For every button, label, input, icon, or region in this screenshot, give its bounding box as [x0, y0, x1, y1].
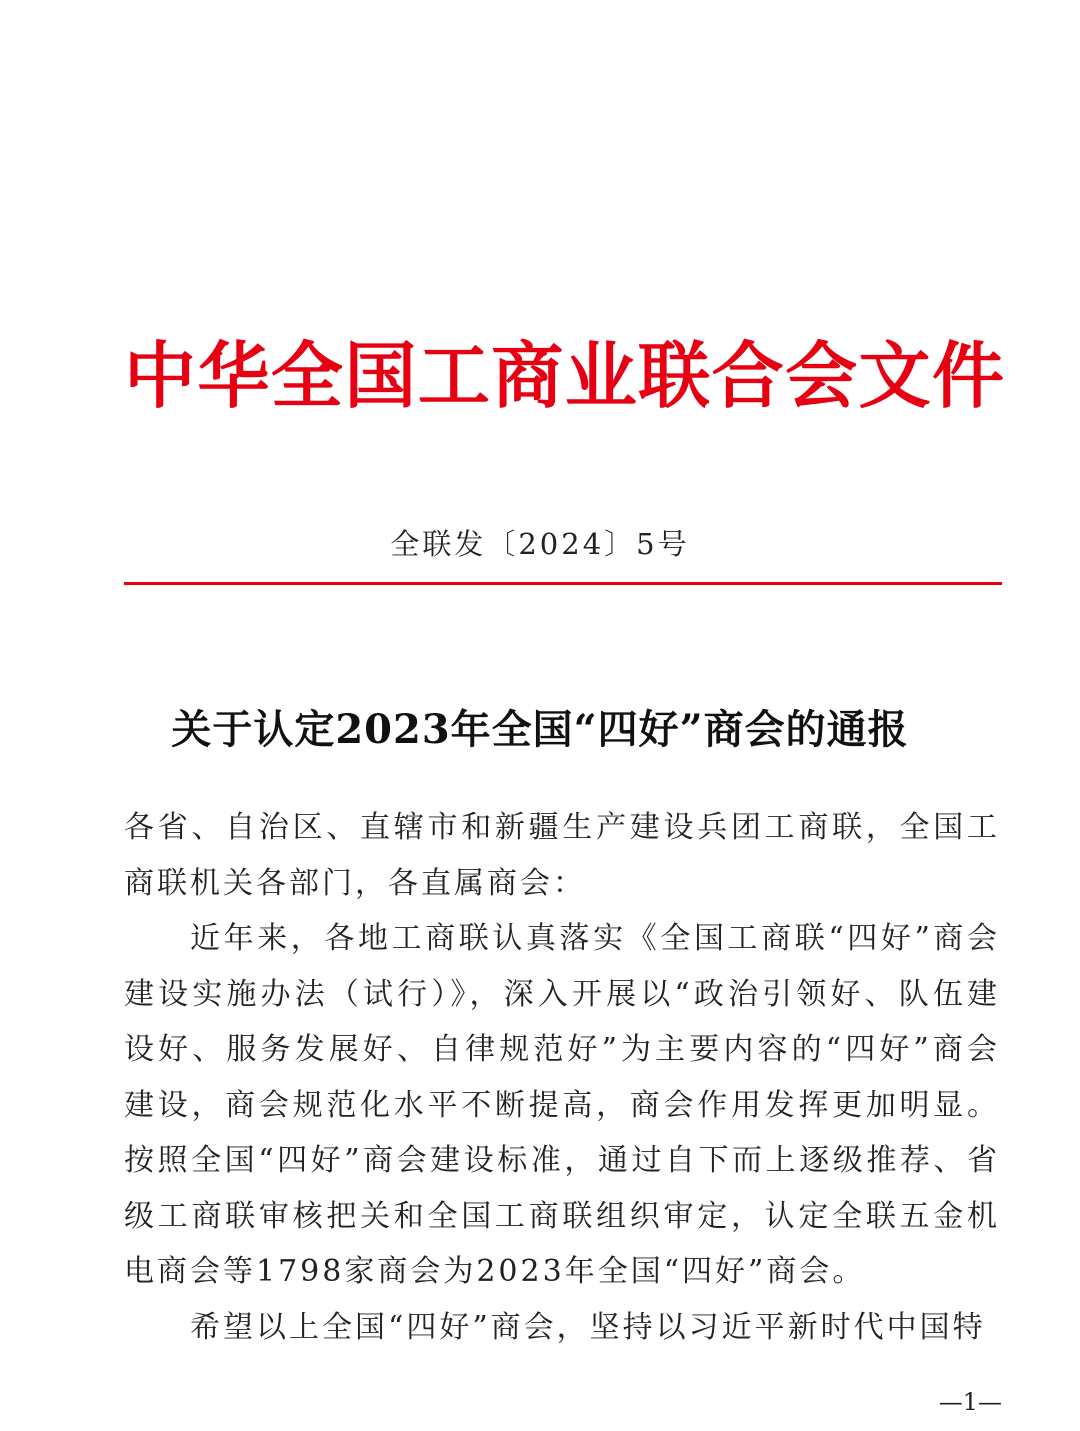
masthead-char: 商: [491, 334, 564, 418]
masthead-char: 文: [858, 334, 931, 418]
masthead-char: 华: [197, 334, 270, 418]
document-body: [124, 800, 1000, 1355]
salutation-paragraph: 各省、自治区、直辖市和新疆生产建设兵团工商联，全国工商联机关各部门，各直属商会：: [124, 810, 1000, 901]
page-number: —1—: [938, 1388, 1002, 1416]
masthead-char: 联: [638, 334, 711, 418]
document-number: 全联发〔2024〕5号: [390, 527, 690, 561]
masthead-char: 会: [785, 334, 858, 418]
masthead-char: 中: [124, 334, 197, 418]
masthead-char: 全: [270, 334, 343, 418]
masthead-char: 工: [417, 334, 490, 418]
masthead-title: [124, 326, 1004, 426]
document-title: 关于认定2023年全国“四好”商会的通报: [171, 706, 909, 753]
masthead-char: 件: [931, 334, 1004, 418]
masthead-char: 国: [344, 334, 417, 418]
body-paragraph: 近年来，各地工商联认真落实《全国工商联“四好”商会建设实施办法（试行）》，深入开展以“政治引领好、队伍建设好、服务发展好、自律规范好”为主要内容的“四好”商会建设，商会规范化水平不断提高，商会作用发挥更加明显。按照全国“四好”商会建设标准，通过自下而上逐级推荐、省级工商联审核把关和全国工商联组织审定，认定全联五金机电商会等1798家商会为2023年全国“四好”商会。: [124, 921, 1000, 1289]
red-divider-line: [124, 582, 1002, 585]
masthead-char: 业: [564, 334, 637, 418]
masthead-char: 合: [711, 334, 784, 418]
body-paragraph: 希望以上全国“四好”商会，坚持以习近平新时代中国特: [190, 1309, 986, 1345]
